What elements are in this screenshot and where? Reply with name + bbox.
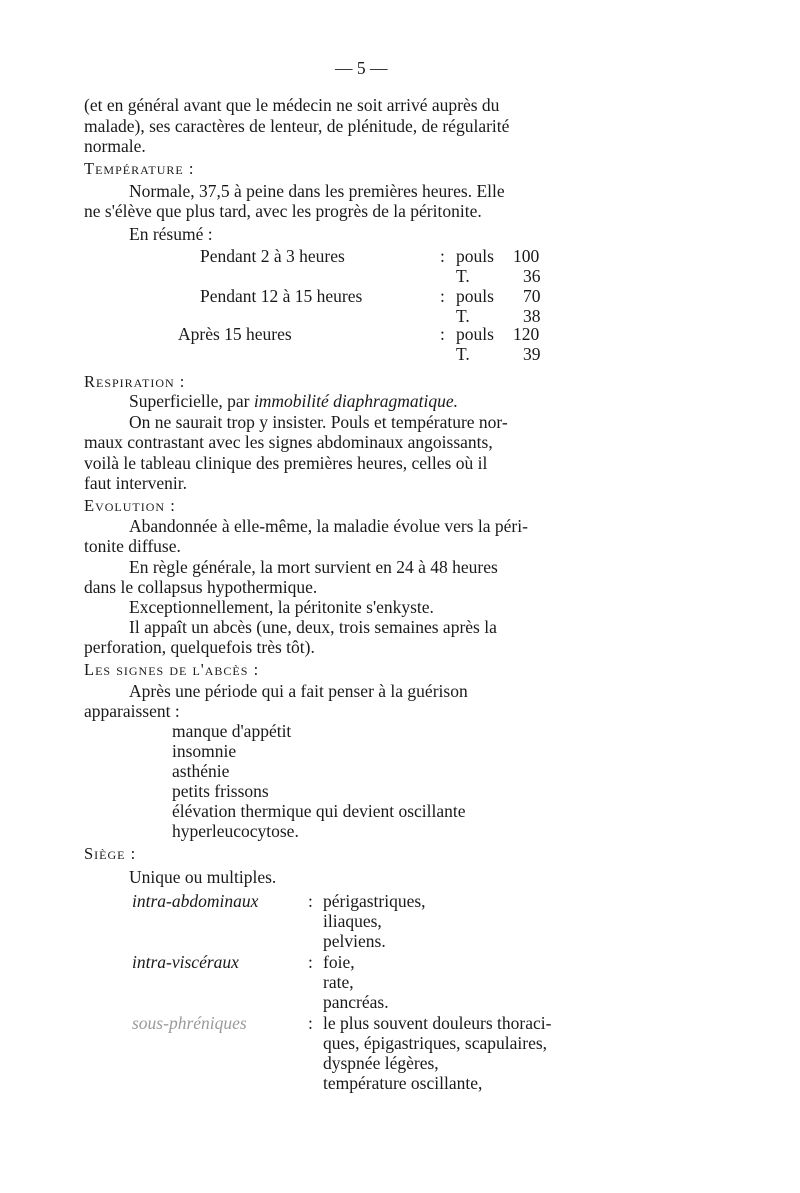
resume-separator: : [440,324,445,344]
evolution-line-3: En règle générale, la mort survient en 24 à 48 heures [129,557,498,577]
siege-item: le plus souvent douleurs thoraci- [323,1013,552,1033]
evolution-line-2: tonite diffuse. [84,536,181,556]
resume-temp-value: 38 [523,306,541,326]
siege-separator: : [308,1013,313,1033]
resume-pulse-value: 70 [523,286,541,306]
resume-temp-value: 39 [523,344,541,364]
resume-separator: : [440,246,445,266]
siege-intro: Unique ou multiples. [129,867,277,887]
resume-temp-label: T. [456,266,470,286]
temperature-line-1: Normale, 37,5 à peine dans les premières heures. Elle [129,181,505,201]
resume-pulse-label: pouls [456,246,494,266]
resume-temp-label: T. [456,306,470,326]
siege-item: foie, [323,952,355,972]
siege-group-label: intra-viscéraux [132,952,239,972]
evolution-heading: Evolution : [84,496,176,515]
abces-heading: Les signes de l'abcès : [84,660,260,679]
siege-item: dyspnée légères, [323,1053,439,1073]
respiration-heading: Respiration : [84,372,186,391]
abces-sign: asthénie [172,761,230,781]
respiration-line-3: maux contrastant avec les signes abdominaux angoissants, [84,432,493,452]
abces-sign: insomnie [172,741,237,761]
temperature-line-2: ne s'élève que plus tard, avec les progrès de la péritonite. [84,201,482,221]
respiration-line-2: On ne saurait trop y insister. Pouls et température nor- [129,412,508,432]
resume-temp-label: T. [456,344,470,364]
siege-item: périgastriques, [323,891,426,911]
resume-pulse-label: pouls [456,286,494,306]
resume-pulse-label: pouls [456,324,494,344]
resume-label: En résumé : [129,224,213,244]
evolution-line-7: perforation, quelquefois très tôt). [84,637,315,657]
temperature-heading: Température : [84,159,195,178]
siege-group-label: intra-abdominaux [132,891,259,911]
siege-item: ques, épigastriques, scapulaires, [323,1033,548,1053]
abces-sign: élévation thermique qui devient oscillante [172,801,466,821]
respiration-line-4: voilà le tableau clinique des premières heures, celles où il [84,453,488,473]
intro-line-3: normale. [84,136,146,156]
siege-group-label: sous-phréniques [132,1013,247,1033]
abces-sign: hyperleucocytose. [172,821,299,841]
respiration-emphasis: immobilité diaphragmatique. [253,391,459,411]
respiration-line-5: faut intervenir. [84,473,188,493]
abces-sign: petits frissons [172,781,269,801]
siege-item: pancréas. [323,992,389,1012]
resume-separator: : [440,286,445,306]
evolution-line-4: dans le collapsus hypothermique. [84,577,318,597]
abces-line-1: Après une période qui a fait penser à la guérison [129,681,468,701]
resume-period: Pendant 12 à 15 heures [200,286,363,306]
siege-item: iliaques, [323,911,382,931]
siege-item: pelviens. [323,931,386,951]
resume-temp-value: 36 [523,266,541,286]
respiration-line-1 [129,393,458,411]
respiration-prefix: Superficielle, par [129,391,254,411]
abces-line-2: apparaissent : [84,701,180,721]
resume-pulse-value: 120 [513,324,540,344]
page-number: — 5 — [335,58,388,78]
evolution-line-6: Il appaît un abcès (une, deux, trois semaines après la [129,617,497,637]
intro-line-1: (et en général avant que le médecin ne soit arrivé auprès du [84,95,500,115]
intro-line-2: malade), ses caractères de lenteur, de plénitude, de régularité [84,116,510,136]
evolution-line-5: Exceptionnellement, la péritonite s'enkyste. [129,597,434,617]
siege-item: température oscillante, [323,1073,483,1093]
siege-separator: : [308,952,313,972]
siege-heading: Siège : [84,844,137,863]
resume-period: Pendant 2 à 3 heures [200,246,345,266]
siege-separator: : [308,891,313,911]
resume-pulse-value: 100 [513,246,540,266]
siege-item: rate, [323,972,354,992]
resume-period: Après 15 heures [178,324,292,344]
evolution-line-1: Abandonnée à elle-même, la maladie évolue vers la péri- [129,516,528,536]
abces-sign: manque d'appétit [172,721,292,741]
